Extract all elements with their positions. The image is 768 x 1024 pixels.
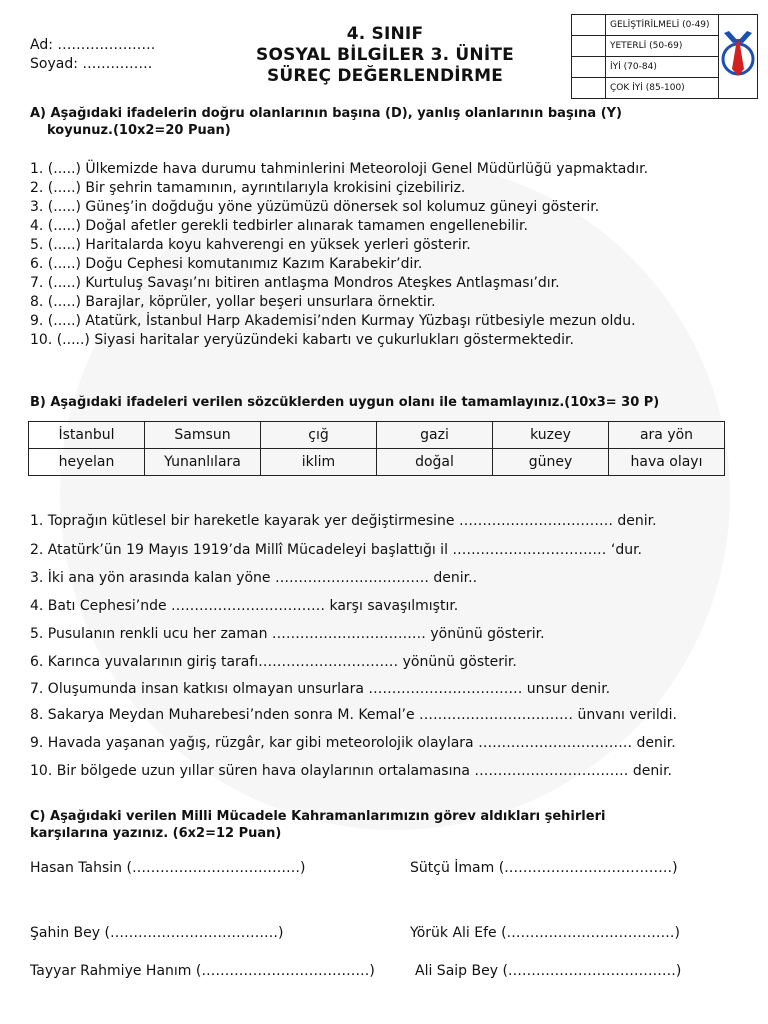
hero-field[interactable]: Ali Saip Bey (………………………………): [415, 963, 682, 979]
word-cell: İstanbul: [29, 422, 145, 449]
word-cell: Samsun: [145, 422, 261, 449]
list-item[interactable]: 4. (.....) Doğal afetler gerekli tedbirler alınarak tamamen engellenebilir.: [30, 218, 528, 234]
grade-label-4: ÇOK İYİ (85-100): [606, 78, 719, 99]
grade-box-2[interactable]: [572, 36, 606, 57]
grade-label-1: GELİŞTİRİLMELİ (0-49): [606, 15, 719, 36]
list-item[interactable]: 5. Pusulanın renkli ucu her zaman …………………………… yönünü gösterir.: [30, 626, 545, 642]
student-info: [30, 36, 155, 74]
grade-box-4[interactable]: [572, 78, 606, 99]
school-logo: [719, 15, 758, 99]
list-item[interactable]: 9. Havada yaşanan yağış, rüzgâr, kar gibi meteorolojik olaylara …………………………… denir.: [30, 735, 676, 751]
section-b-heading: B) Aşağıdaki ifadeleri verilen sözcüklerden uygun olanı ile tamamlayınız.(10x3= 30 P): [30, 395, 660, 410]
list-item[interactable]: 4. Batı Cephesi’nde …………………………… karşı savaşılmıştır.: [30, 598, 459, 614]
hero-field[interactable]: Hasan Tahsin (………………………………): [30, 860, 306, 876]
grade-box-1[interactable]: [572, 15, 606, 36]
section-c-heading: C) Aşağıdaki verilen Milli Mücadele Kahramanlarımızın görev aldıkları şehirleri karşılarına yazınız. (6x2=12 Puan): [30, 809, 606, 841]
word-cell: iklim: [261, 449, 377, 476]
section-a-heading: A) Aşağıdaki ifadelerin doğru olanlarının başına (D), yanlış olanlarının başına (Y) koyunuz.(10x2=20 Puan): [30, 106, 622, 138]
word-cell: çığ: [261, 422, 377, 449]
list-item[interactable]: 10. (.....) Siyasi haritalar yeryüzündeki kabartı ve çukurlukları göstermektedir.: [30, 332, 574, 348]
list-item[interactable]: 6. (.....) Doğu Cephesi komutanımız Kazım Karabekir’dir.: [30, 256, 423, 272]
list-item[interactable]: 2. Atatürk’ün 19 Mayıs 1919’da Millî Mücadeleyi başlattığı il …………………………… ‘dur.: [30, 542, 642, 558]
word-cell: ara yön: [609, 422, 725, 449]
hero-field[interactable]: Sütçü İmam (………………………………): [410, 860, 678, 876]
name-field[interactable]: Ad: …………………: [30, 37, 156, 53]
surname-field[interactable]: Soyad: ……………: [30, 56, 153, 72]
word-cell: kuzey: [493, 422, 609, 449]
word-cell: doğal: [377, 449, 493, 476]
grade-label-2: YETERLİ (50-69): [606, 36, 719, 57]
word-cell: hava olayı: [609, 449, 725, 476]
grade-box-3[interactable]: [572, 57, 606, 78]
list-item[interactable]: 10. Bir bölgede uzun yıllar süren hava olaylarının ortalamasına …………………………… denir.: [30, 763, 672, 779]
list-item[interactable]: 7. (.....) Kurtuluş Savaşı’nı bitiren antlaşma Mondros Ateşkes Antlaşması’dır.: [30, 275, 560, 291]
word-cell: Yunanlılara: [145, 449, 261, 476]
list-item[interactable]: 3. (.....) Güneş’in doğduğu yöne yüzümüzü dönersek sol kolumuz güneyi gösterir.: [30, 199, 600, 215]
word-cell: heyelan: [29, 449, 145, 476]
tie-logo-icon: [721, 29, 755, 81]
hero-field[interactable]: Tayyar Rahmiye Hanım (………………………………): [30, 963, 375, 979]
list-item[interactable]: 1. (.....) Ülkemizde hava durumu tahminlerini Meteoroloji Genel Müdürlüğü yapmaktadır.: [30, 161, 649, 177]
page-title: [220, 24, 550, 87]
list-item[interactable]: 7. Oluşumunda insan katkısı olmayan unsurlara …………………………… unsur denir.: [30, 681, 611, 697]
list-item[interactable]: 1. Toprağın kütlesel bir hareketle kayarak yer değiştirmesine …………………………… denir.: [30, 513, 657, 529]
word-cell: güney: [493, 449, 609, 476]
list-item[interactable]: 9. (.....) Atatürk, İstanbul Harp Akademisi’nden Kurmay Yüzbaşı rütbesiyle mezun oldu.: [30, 313, 636, 329]
word-cell: gazi: [377, 422, 493, 449]
grade-label-3: İYİ (70-84): [606, 57, 719, 78]
list-item[interactable]: 8. (.....) Barajlar, köprüler, yollar beşeri unsurlara örnektir.: [30, 294, 436, 310]
list-item[interactable]: 2. (.....) Bir şehrin tamamının, ayrıntılarıyla krokisini çizebiliriz.: [30, 180, 466, 196]
list-item[interactable]: 6. Karınca yuvalarının giriş tarafı………………………… yönünü gösterir.: [30, 654, 517, 670]
title-line-3: SÜREÇ DEĞERLENDİRME: [266, 66, 504, 86]
hero-field[interactable]: Şahin Bey (………………………………): [30, 925, 284, 941]
section-a-list: [30, 160, 648, 350]
list-item[interactable]: 8. Sakarya Meydan Muharebesi’nden sonra M. Kemal’e …………………………… ünvanı verildi.: [30, 707, 677, 723]
list-item[interactable]: 3. İki ana yön arasında kalan yöne …………………………… denir..: [30, 570, 478, 586]
title-line-1: 4. SINIF: [346, 24, 424, 44]
word-bank-table: [28, 421, 725, 476]
grading-table: [571, 14, 758, 99]
list-item[interactable]: 5. (.....) Haritalarda koyu kahverengi en yüksek yerleri gösterir.: [30, 237, 471, 253]
title-line-2: SOSYAL BİLGİLER 3. ÜNİTE: [256, 45, 514, 65]
hero-field[interactable]: Yörük Ali Efe (………………………………): [410, 925, 681, 941]
